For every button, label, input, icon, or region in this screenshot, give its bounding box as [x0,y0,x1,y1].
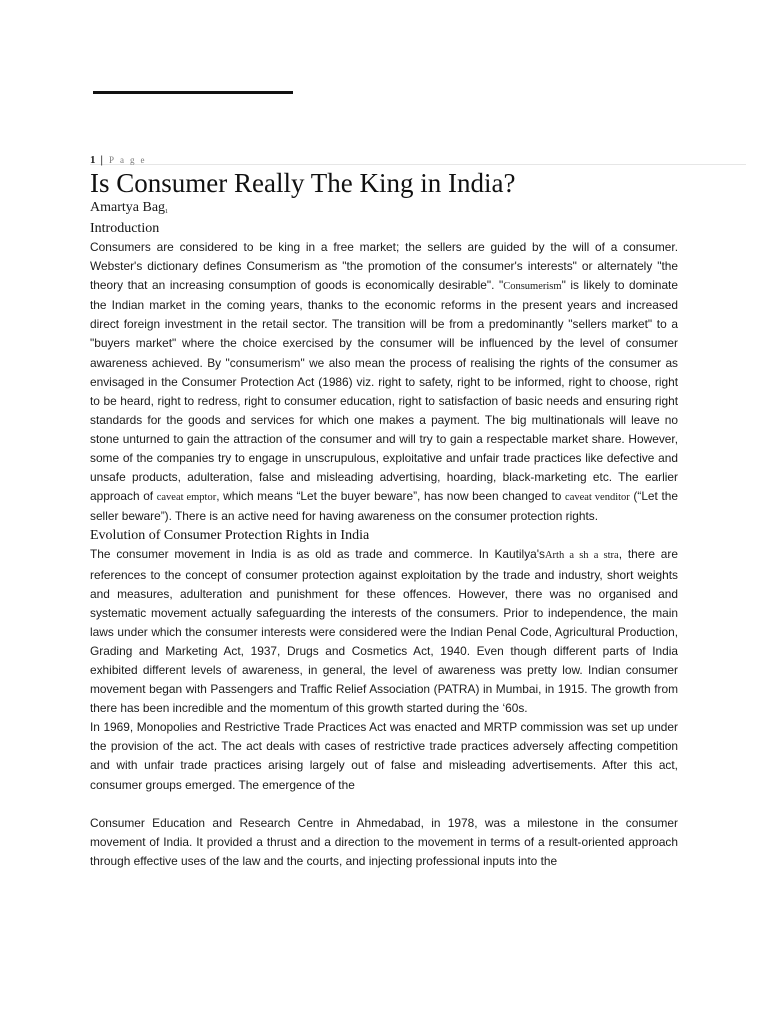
text-run: The consumer movement in India is as old as trade and commerce. In Kautilya's [90,547,545,562]
paragraph-introduction [90,238,678,526]
term-consumerism: Consumerism [503,281,562,293]
page-label: Page [108,155,151,165]
document-title: Is Consumer Really The King in India? [90,168,516,198]
author-name: Amartya Bag [90,200,166,215]
text-run: Consumers are considered to be king in a free market; the sellers are guided by the will of a consumer. Webster's dictionary defines Consumerism as "the promotion of the consumer's interests" or alternately "the theory that an increasing consumption of goods is economically desirable". " [90,240,678,293]
header-rule [93,91,293,94]
term-caveat-emptor: caveat emptor [156,492,217,504]
page-separator: | [100,154,103,166]
paragraph-gap [90,795,678,814]
page-number: 1 [90,154,96,166]
paragraph-cerc: Consumer Education and Research Centre in Ahmedabad, in 1978, was a milestone in the consumer movement of India. It provided a thrust and a direction to the movement in terms of a result-oriented approach through effective uses of the law and the courts, and injecting professional inputs into the [90,815,678,868]
section-heading-evolution: Evolution of Consumer Protection Rights in India [90,528,370,544]
text-run: (“Let the seller beware”). There is an active need for having awareness on the consumer protection rights. [90,489,678,524]
text-run: " is likely to dominate the Indian market in the coming years, thanks to the economic reforms in the present years and increased direct foreign investment in the retail sector. The transition will be from a predominantly "sellers market" to a "buyers market" where the choice exercised by the consumer will be influenced by the level of consumer awareness achieved. By "consumerism" we also mean the process of realising the rights of the consumer as envisaged in the Consumer Protection Act (1986) viz. right to safety, right to be informed, right to choose, right to be heard, right to redress, right to consumer education, right to satisfaction of basic needs and ensuring right standards for the goods and services for which one makes a payment. The big multinationals will leave no stone unturned to gain the attraction of the consumer and will try to gain a respectable market share. However, some of the companies try to engage in unscrupulous, exploitative and unfair trade practices like defective and unsafe products, adulteration, false and misleading advertising, hoarding, black-marketing etc. The earlier approach of [90,278,678,504]
author-footnote-marker: 1 [165,209,169,215]
author-line [90,199,678,219]
text-run: , which means “Let the buyer beware”, has now been changed to [216,489,566,504]
document-body [90,168,678,871]
text-run: , there are references to the concept of consumer protection against exploitation by the trade and industry, short weights and measures, adulteration and punishment for these offences. However, there was no organised and systematic movement actually safeguarding the interests of the consumers. Prior to independence, the main laws under which the consumer interests were considered were the Indian Penal Code, Agricultural Production, Grading and Marketing Act, 1937, Drugs and Cosmetics Act, 1940. Even though different parts of India exhibited different levels of awareness, in general, the level of awareness was pretty low. Indian consumer movement began with Passengers and Traffic Relief Association (PATRA) in Mumbai, in 1915. The growth from there has been incredible and the momentum of this growth started during the ‘60s. [90,547,678,716]
page-header [90,150,746,165]
term-arthashastra: Arth a sh a stra [544,550,619,562]
term-caveat-venditor: caveat venditor [565,492,630,504]
paragraph-evolution [90,545,678,718]
section-heading-introduction: Introduction [90,221,160,236]
paragraph-mrtp: In 1969, Monopolies and Restrictive Trade Practices Act was enacted and MRTP commission was set up under the provision of the act. The act deals with cases of restrictive trade practices adversely affecting competition and with unfair trade practices arising largely out of false and misleading advertisements. After this act, consumer groups emerged. The emergence of the [90,720,678,792]
